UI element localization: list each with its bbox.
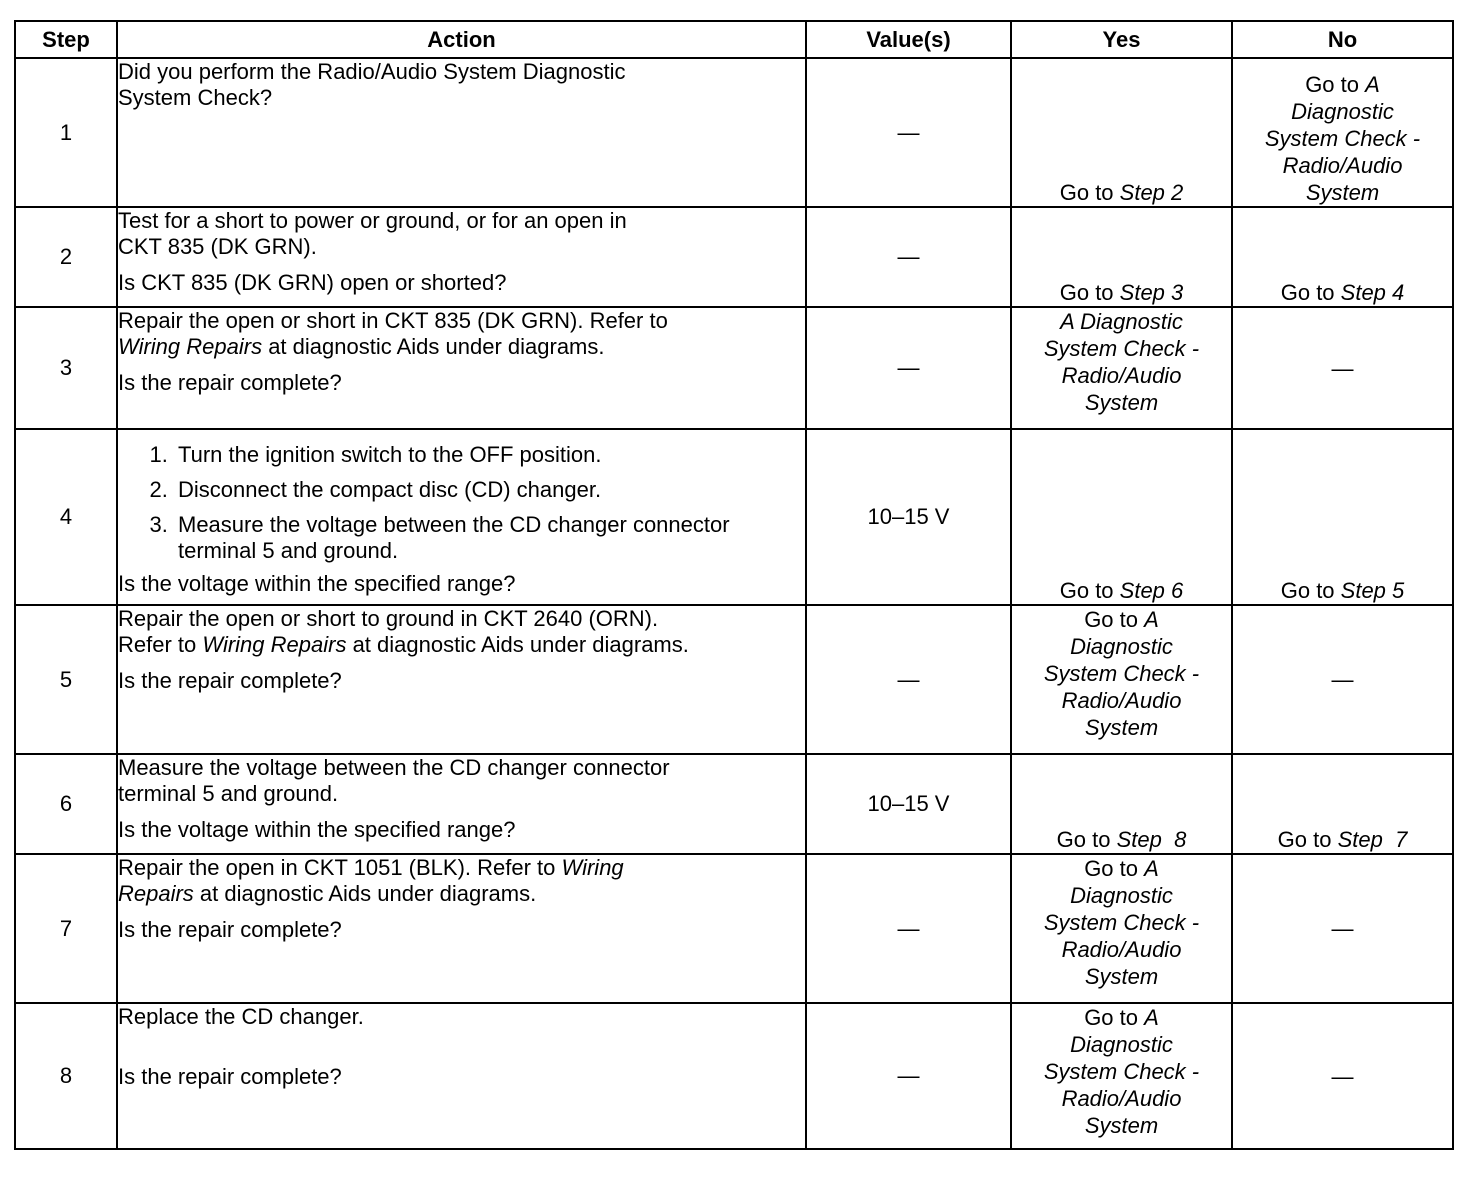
action-text: Repair the open or short in CKT 835 (DK GRN). Refer to [118, 308, 668, 333]
yes-cell [1011, 605, 1232, 754]
yes-link-part[interactable]: Diagnostic [1070, 634, 1173, 659]
action-cell [117, 58, 806, 207]
wiring-repairs-link[interactable]: Repairs [118, 881, 194, 906]
action-cell [117, 429, 806, 605]
no-link-part[interactable]: Diagnostic [1291, 99, 1394, 124]
action-text: Replace the CD changer. [118, 1004, 364, 1029]
yes-link-part[interactable]: A [1144, 1005, 1159, 1030]
action-text: Repair the open or short to ground in CKT 2640 (ORN). [118, 606, 659, 631]
action-question: Is the repair complete? [118, 1064, 342, 1089]
header-action: Action [117, 21, 806, 58]
action-text: Refer to [118, 632, 203, 657]
action-question: Is CKT 835 (DK GRN) open or shorted? [118, 270, 507, 295]
step-number: 1 [15, 58, 117, 207]
yes-step-link[interactable]: Step 6 [1119, 578, 1184, 603]
action-text: terminal 5 and ground. [118, 781, 339, 806]
value-cell: — [806, 207, 1011, 307]
diagnostic-table [14, 20, 1454, 1150]
action-text: CKT 835 (DK GRN). [118, 234, 317, 259]
value-cell: 10–15 V [806, 754, 1011, 854]
table-row [15, 605, 1453, 754]
no-link-part[interactable]: System [1305, 180, 1380, 205]
yes-prefix: Go to [1059, 180, 1120, 205]
no-cell: — [1232, 1003, 1453, 1149]
yes-link-part[interactable]: Radio/Audio [1061, 363, 1182, 388]
action-question: System Check? [118, 85, 273, 110]
yes-link-part[interactable]: Radio/Audio [1061, 1086, 1182, 1111]
action-cell [117, 207, 806, 307]
yes-prefix: Go to [1059, 578, 1120, 603]
action-question: Is the voltage within the specified range? [118, 571, 516, 596]
no-prefix: Go to [1277, 827, 1338, 852]
no-link-part[interactable]: A [1365, 72, 1380, 97]
yes-link-part[interactable]: System [1084, 715, 1159, 740]
action-text: at diagnostic Aids under diagrams. [262, 334, 605, 359]
no-step-link[interactable]: Step 5 [1340, 578, 1405, 603]
header-values: Value(s) [806, 21, 1011, 58]
table-row [15, 307, 1453, 429]
step-number: 2 [15, 207, 117, 307]
no-cell [1232, 207, 1453, 307]
action-question: Is the repair complete? [118, 668, 342, 693]
header-step: Step [15, 21, 117, 58]
yes-link-part[interactable]: System Check - [1043, 910, 1200, 935]
yes-cell [1011, 207, 1232, 307]
yes-prefix: Go to [1084, 607, 1145, 632]
action-steps-list [118, 442, 805, 564]
no-cell: — [1232, 854, 1453, 1003]
no-cell [1232, 754, 1453, 854]
yes-link-part[interactable]: System Check - [1043, 661, 1200, 686]
yes-link-part[interactable]: Radio/Audio [1061, 688, 1182, 713]
yes-link-part[interactable]: System [1084, 390, 1159, 415]
yes-step-link[interactable]: Step 2 [1119, 180, 1184, 205]
action-question: Is the voltage within the specified range? [118, 817, 516, 842]
table-row [15, 429, 1453, 605]
step-number: 3 [15, 307, 117, 429]
yes-step-link[interactable]: Step 3 [1119, 280, 1184, 305]
no-cell [1232, 429, 1453, 605]
wiring-repairs-link[interactable]: Wiring Repairs [118, 334, 263, 359]
action-cell [117, 307, 806, 429]
yes-cell [1011, 754, 1232, 854]
action-text: Did you perform the Radio/Audio System Diagnostic [118, 59, 626, 84]
no-prefix: Go to [1280, 280, 1341, 305]
value-cell: — [806, 605, 1011, 754]
list-item: 2. Disconnect the compact disc (CD) changer. [174, 477, 805, 503]
action-cell [117, 605, 806, 754]
list-item: 3. Measure the voltage between the CD changer connector terminal 5 and ground. [174, 512, 805, 564]
no-prefix: Go to [1280, 578, 1341, 603]
yes-link-part[interactable]: A [1144, 607, 1159, 632]
value-cell: — [806, 854, 1011, 1003]
no-cell [1232, 58, 1453, 207]
yes-prefix: Go to [1084, 1005, 1145, 1030]
yes-link-part[interactable]: System [1084, 1113, 1159, 1138]
yes-cell [1011, 307, 1232, 429]
action-text: Repair the open in CKT 1051 (BLK). Refer to [118, 855, 562, 880]
yes-cell [1011, 429, 1232, 605]
action-cell [117, 1003, 806, 1149]
table-row [15, 854, 1453, 1003]
yes-link-part[interactable]: Radio/Audio [1061, 937, 1182, 962]
step-number: 6 [15, 754, 117, 854]
header-yes: Yes [1011, 21, 1232, 58]
yes-cell [1011, 1003, 1232, 1149]
no-cell: — [1232, 307, 1453, 429]
yes-cell [1011, 854, 1232, 1003]
yes-link-part[interactable]: A Diagnostic [1060, 309, 1183, 334]
no-step-link[interactable]: Step 7 [1337, 827, 1408, 852]
action-text: Measure the voltage between the CD changer connector [118, 755, 670, 780]
header-row [15, 21, 1453, 58]
yes-link-part[interactable]: System Check - [1043, 1059, 1200, 1084]
action-text: Test for a short to power or ground, or for an open in [118, 208, 627, 233]
action-question: Is the repair complete? [118, 370, 342, 395]
header-no: No [1232, 21, 1453, 58]
table-row [15, 58, 1453, 207]
yes-step-link[interactable]: Step 8 [1116, 827, 1187, 852]
step-number: 5 [15, 605, 117, 754]
value-cell: 10–15 V [806, 429, 1011, 605]
no-link-part[interactable]: System Check - [1264, 126, 1421, 151]
wiring-repairs-link[interactable]: Wiring [561, 855, 624, 880]
action-question: Is the repair complete? [118, 917, 342, 942]
step-number: 7 [15, 854, 117, 1003]
action-text: at diagnostic Aids under diagrams. [346, 632, 689, 657]
step-number: 4 [15, 429, 117, 605]
no-step-link[interactable]: Step 4 [1340, 280, 1405, 305]
list-item: 1. Turn the ignition switch to the OFF position. [174, 442, 805, 468]
yes-link-part[interactable]: Diagnostic [1070, 1032, 1173, 1057]
value-cell: — [806, 58, 1011, 207]
yes-prefix: Go to [1056, 827, 1117, 852]
action-text: at diagnostic Aids under diagrams. [193, 881, 537, 906]
no-prefix: Go to [1305, 72, 1366, 97]
yes-cell [1011, 58, 1232, 207]
yes-link-part[interactable]: System [1084, 964, 1159, 989]
yes-link-part[interactable]: Diagnostic [1070, 883, 1173, 908]
no-link-part[interactable]: Radio/Audio [1282, 153, 1403, 178]
table-row [15, 1003, 1453, 1149]
step-number: 8 [15, 1003, 117, 1149]
value-cell: — [806, 307, 1011, 429]
yes-prefix: Go to [1059, 280, 1120, 305]
value-cell: — [806, 1003, 1011, 1149]
action-cell [117, 754, 806, 854]
action-cell [117, 854, 806, 1003]
yes-prefix: Go to [1084, 856, 1145, 881]
wiring-repairs-link[interactable]: Wiring Repairs [202, 632, 347, 657]
yes-link-part[interactable]: System Check - [1043, 336, 1200, 361]
table-row [15, 207, 1453, 307]
table-row [15, 754, 1453, 854]
no-cell: — [1232, 605, 1453, 754]
yes-link-part[interactable]: A [1144, 856, 1159, 881]
